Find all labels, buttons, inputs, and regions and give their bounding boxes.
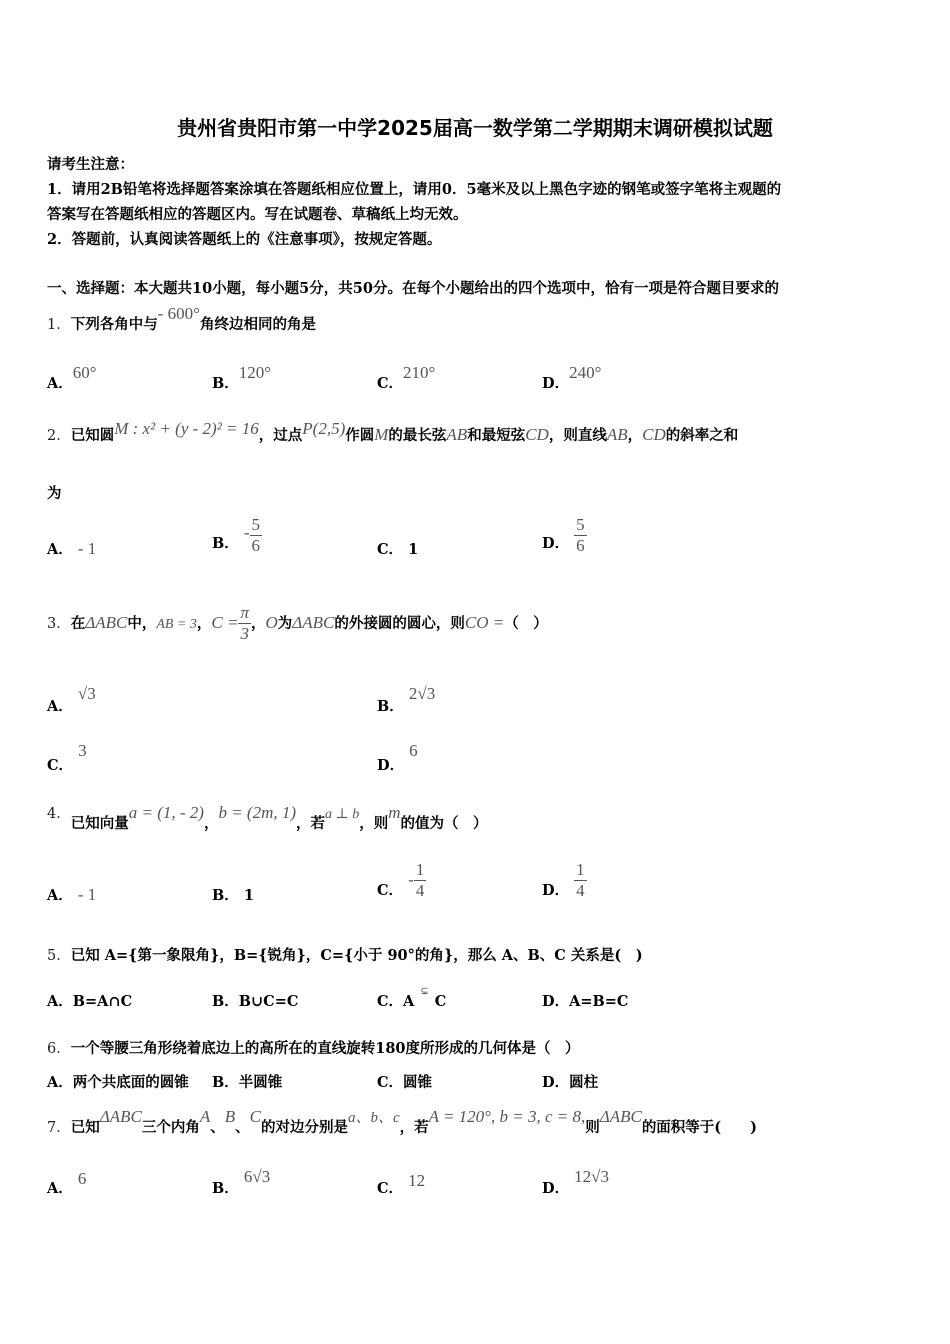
question-number: 5． (47, 948, 71, 964)
question-5: 5．已知 A={第一象限角}，B={锐角}，C={小于 90°的角}，那么 A、B、C 关系是( ) (47, 947, 643, 964)
q1-option-d[interactable]: D．240° (542, 363, 602, 392)
q5-option-b[interactable]: B．B∪C=C (212, 993, 299, 1010)
question-number: 1． (47, 317, 71, 333)
question-4: 4．已知向量a = (1, - 2)，b = (2m, 1)，若a ⊥ b，则m的值为（ ） (47, 803, 488, 832)
q1-option-a[interactable]: A．60° (47, 363, 97, 392)
q2-option-d[interactable]: D． $\frac{5}{6}$ (542, 515, 585, 555)
question-6: 6．一个等腰三角形绕着底边上的高所在的直线旋转180度所形成的几何体是（ ） (47, 1040, 580, 1057)
q2-option-b[interactable]: B． - $\frac{5}{6}$ (212, 515, 261, 555)
q4-option-a[interactable]: A． - 1 (47, 885, 97, 904)
q4-option-b[interactable]: B． 1 (212, 887, 254, 904)
question-2: 2．已知圆M : x² + (y - 2)² = 16，过点P(2,5)作圆M的最长弦AB和最短弦CD，则直线AB，CD的斜率之和 (47, 419, 739, 444)
question-number: 6． (47, 1041, 71, 1057)
notice-heading: 请考生注意： (47, 156, 134, 173)
q2-option-c[interactable]: C． 1 (377, 541, 419, 558)
q1-option-c[interactable]: C．210° (377, 363, 436, 392)
q5-option-d[interactable]: D．A=B=C (542, 993, 629, 1010)
q6-option-b[interactable]: B．半圆锥 (212, 1074, 283, 1091)
question-number: 7． (47, 1120, 71, 1136)
question-number: 3． (47, 616, 71, 632)
q3-option-b[interactable]: B． 2√3 (377, 684, 436, 715)
q6-option-c[interactable]: C．圆锥 (377, 1074, 433, 1091)
question-1: 1．下列各角中与- 600°角终边相同的角是 (47, 304, 316, 333)
question-7: 7．已知ΔABC三个内角A、B、C的对边分别是a、b、c，若A = 120°, b = 3, c = 8,则ΔABC的面积等于( ) (47, 1107, 758, 1136)
q7-option-c[interactable]: C． 12 (377, 1171, 426, 1197)
q4-option-c[interactable]: C． - $\frac{1}{4}$ (377, 860, 425, 900)
q7-option-a[interactable]: A． 6 (47, 1169, 87, 1197)
q4-option-d[interactable]: D． $\frac{1}{4}$ (542, 860, 585, 900)
section-heading: 一、选择题：本大题共10小题，每小题5分，共50分。在每个小题给出的四个选项中，恰有一项是符合题目要求的 (47, 280, 779, 297)
q5-option-a[interactable]: A．B=A∩C (47, 993, 133, 1010)
question-number: 4． (47, 806, 71, 822)
q7-option-d[interactable]: D． 12√3 (542, 1167, 610, 1197)
page-title: 贵州省贵阳市第一中学2025届高一数学第二学期期末调研模拟试题 (177, 116, 773, 140)
notice-line-2: 答案写在答题纸相应的答题区内。写在试题卷、草稿纸上均无效。 (47, 206, 468, 223)
q6-option-a[interactable]: A．两个共底面的圆锥 (47, 1074, 189, 1091)
q1-option-b[interactable]: B．120° (212, 363, 272, 392)
q7-option-b[interactable]: B． 6√3 (212, 1167, 271, 1197)
q6-option-d[interactable]: D．圆柱 (542, 1074, 599, 1091)
q5-option-c[interactable]: C．A⊊C (377, 986, 447, 1010)
notice-line-3: 2．答题前，认真阅读答题纸上的《注意事项》，按规定答题。 (47, 231, 442, 248)
q2-option-a[interactable]: A． - 1 (47, 539, 97, 558)
q3-option-c[interactable]: C． 3 (47, 741, 87, 774)
notice-line-1: 1．请用2B铅笔将选择题答案涂填在答题纸相应位置上，请用0．5毫米及以上黑色字迹的钢笔或签字笔将主观题的 (47, 181, 782, 198)
q3-option-d[interactable]: D． 6 (377, 741, 418, 774)
question-3: 3．在ΔABC中，AB = 3，C = $\frac{\pi}{3}$ ，O为ΔABC的外接圆的圆心，则CO =（ ） (47, 603, 548, 643)
question-2-cont: 为 (47, 485, 62, 502)
question-number: 2． (47, 428, 71, 444)
q3-option-a[interactable]: A． √3 (47, 684, 96, 715)
